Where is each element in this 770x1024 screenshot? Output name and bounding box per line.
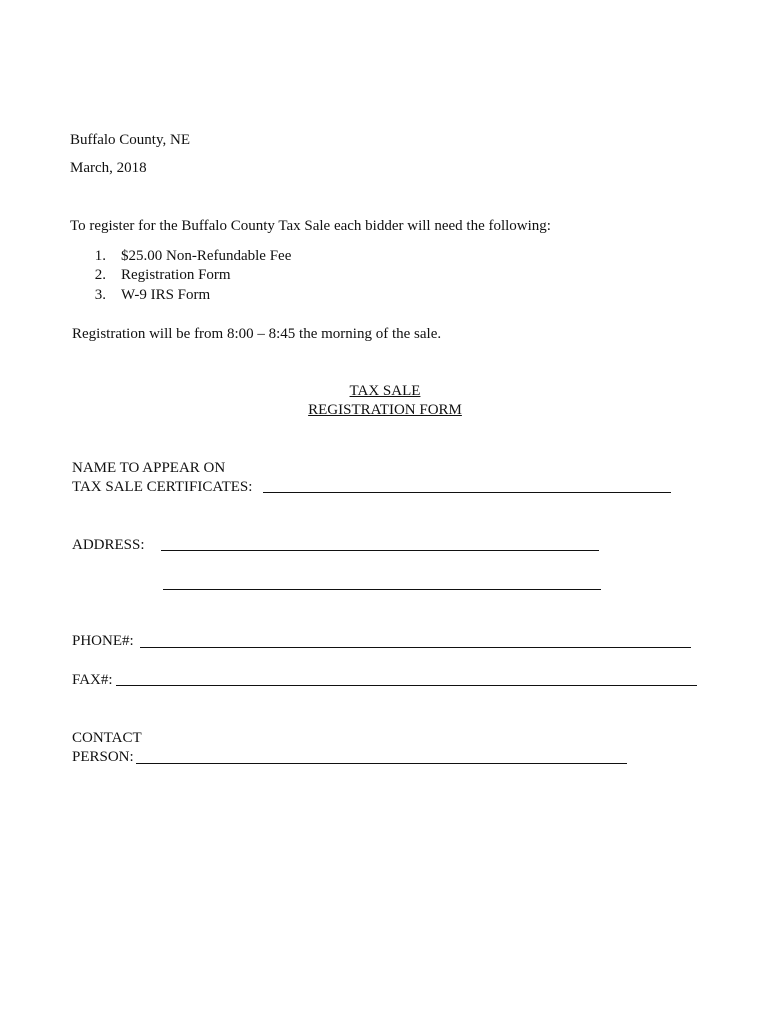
document-date: March, 2018 [70,160,147,176]
form-title-line2: REGISTRATION FORM [308,402,462,418]
address-field-blank-line-1[interactable] [161,550,599,551]
contact-field-label-line2: PERSON: [72,749,134,765]
county-name: Buffalo County, NE [70,132,190,148]
form-title-line1: TAX SALE [349,383,421,399]
address-field-label: ADDRESS: [72,537,145,553]
list-item: $25.00 Non-Refundable Fee [121,248,292,264]
contact-field-label-line1: CONTACT [72,730,142,746]
intro-text: To register for the Buffalo County Tax Sale each bidder will need the following: [70,218,551,234]
list-item: Registration Form [121,267,231,283]
list-item-number: 2. [94,267,106,283]
contact-field-blank-line[interactable] [136,763,627,764]
name-field-label-line1: NAME TO APPEAR ON [72,460,226,476]
list-item-number: 1. [94,248,106,264]
name-field-label-line2: TAX SALE CERTIFICATES: [72,479,253,495]
fax-field-label: FAX#: [72,672,113,688]
list-item: W-9 IRS Form [121,287,211,303]
phone-field-label: PHONE#: [72,633,134,649]
registration-time-text: Registration will be from 8:00 – 8:45 the morning of the sale. [72,326,442,342]
phone-field-blank-line[interactable] [140,647,691,648]
address-field-blank-line-2[interactable] [163,589,601,590]
list-item-number: 3. [94,287,106,303]
name-field-blank-line[interactable] [263,492,671,493]
fax-field-blank-line[interactable] [116,685,697,686]
